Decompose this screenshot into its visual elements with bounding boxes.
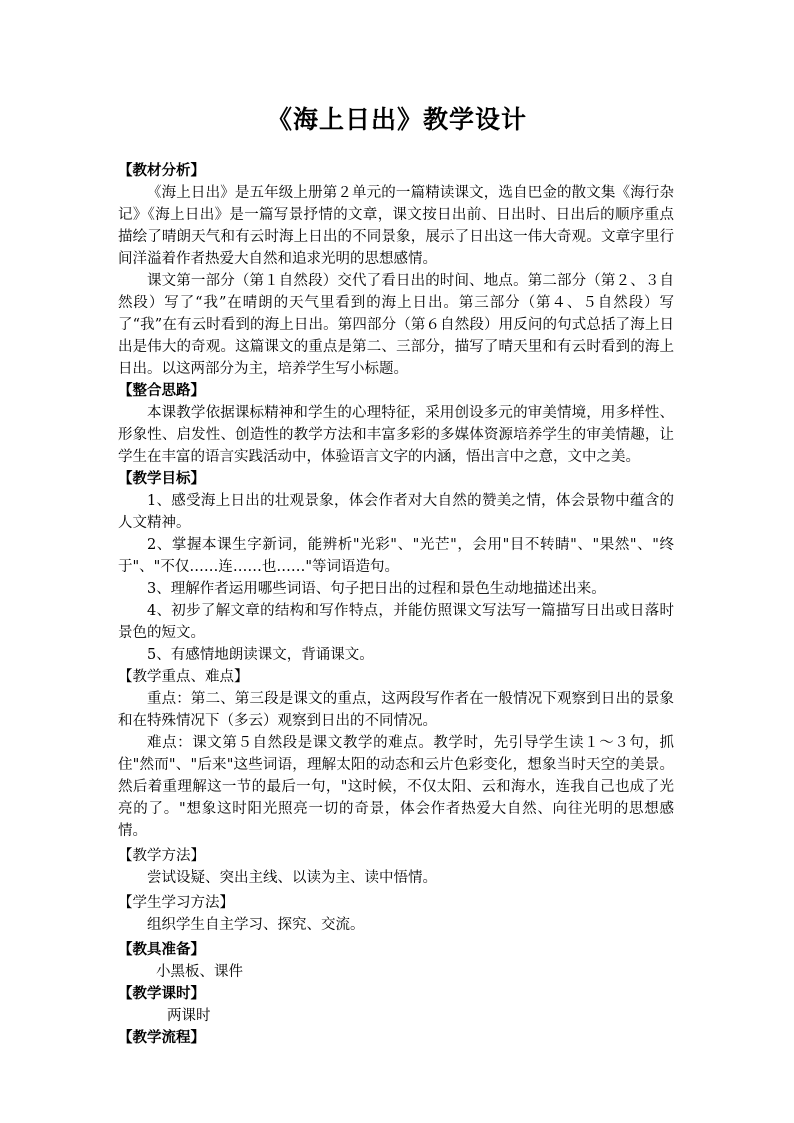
section-heading-method: 【教学方法】	[118, 848, 205, 864]
material-paragraph-1: 《海上日出》是五年级上册第２单元的一篇精读课文，选自巴金的散文集《海行杂记》《海上日出》是一篇写景抒情的文章，课文按日出前、日出时、日出后的顺序重点描绘了晴朗天气和有云时海上日出的不同景象，展示了日出这一伟大奇观。文章字里行间洋溢着作者热爱大自然和追求光明的思想感情。	[118, 185, 674, 267]
section-heading-tools: 【教具准备】	[118, 941, 205, 958]
section-heading-integration: 【整合思路】	[118, 382, 205, 399]
integration-paragraph: 本课教学依据课标精神和学生的心理特征，采用创设多元的审美情境，用多样性、形象性、启发性、创造性的教学方法和丰富多彩的多媒体资源培养学生的审美情趣，让学生在丰富的语言实践活动中，体验语言文字的内涵，悟出言中之意，文中之美。	[118, 405, 674, 465]
goal-item-3: 3、理解作者运用哪些词语、句子把日出的过程和景色生动地描述出来。	[147, 581, 606, 597]
section-heading-material: 【教材分析】	[118, 162, 205, 179]
material-paragraph-2: 课文第一部分（第１自然段）交代了看日出的时间、地点。第二部分（第２、３自然段）写了“我”在晴朗的天气里看到的海上日出。第三部分（第４、５自然段）写了“我”在有云时看到的海上日出。第四部分（第６自然段）用反问的句式总括了海上日出是伟大的奇观。这篇课文的重点是第二、三部分，描写了晴天里和有云时看到的海上日出。以这两部分为主，培养学生写小标题。	[118, 273, 674, 377]
tools-text: 小黑板、课件	[156, 964, 243, 980]
goal-item-5: 5、有感情地朗读课文，背诵课文。	[147, 647, 374, 663]
section-heading-key-points: 【教学重点、难点】	[118, 669, 249, 685]
document-title: 《海上日出》教学设计	[266, 105, 527, 134]
goal-item-1: 1、感受海上日出的壮观景象，体会作者对大自然的赞美之情，体会景物中蕴含的人文精神。	[118, 493, 674, 531]
document-body	[118, 160, 674, 1049]
periods-text: 两课时	[167, 1008, 211, 1024]
difficult-point-text: 难点：课文第５自然段是课文教学的难点。教学时，先引导学生读１～３句，抓住"然而"、"后来"这些词语，理解太阳的动态和云片色彩变化，想象当时天空的美景。然后着重理解这一节的最后一句，"这时候，不仅太阳、云和海水，连我自己也成了光亮的了。"想象这时阳光照亮一切的奇景，体会作者热爱大自然、向往光明的思想感情。	[118, 735, 674, 839]
key-point-text: 重点：第二、第三段是课文的重点，这两段写作者在一般情况下观察到日出的景象和在特殊情况下（多云）观察到日出的不同情况。	[118, 691, 674, 729]
goal-item-4: 4、初步了解文章的结构和写作特点，并能仿照课文写法写一篇描写日出或日落时景色的短文。	[118, 603, 674, 641]
method-text: 尝试设疑、突出主线、以读为主、读中悟情。	[147, 870, 437, 886]
section-heading-study-method: 【学生学习方法】	[118, 895, 234, 911]
section-heading-goals: 【教学目标】	[118, 470, 205, 487]
goal-item-2: 2、掌握本课生字新词，能辨析"光彩"、"光芒"，会用"目不转睛"、"果然"、"终于"、"不仅……连……也……"等词语造句。	[118, 537, 674, 575]
study-method-text: 组织学生自主学习、探究、交流。	[147, 917, 365, 933]
section-heading-periods: 【教学课时】	[118, 985, 205, 1002]
section-heading-process: 【教学流程】	[118, 1029, 205, 1046]
